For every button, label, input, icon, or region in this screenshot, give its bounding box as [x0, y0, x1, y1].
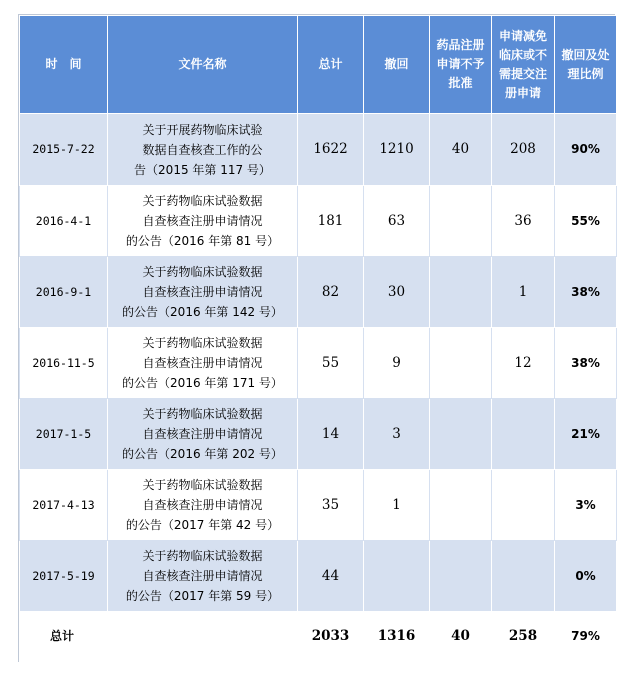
- withdrawn-cell: 3: [364, 399, 430, 470]
- withdrawn-cell: 30: [364, 257, 430, 328]
- exempt-cell: [492, 399, 555, 470]
- header-rejected: 药品注册申请不予批准: [430, 16, 492, 114]
- rejected-cell: [430, 470, 492, 541]
- withdrawn-cell: 1210: [364, 114, 430, 186]
- file-name-cell: 关于药物临床试验数据 自查核查注册申请情况 的公告（2016 年第 171 号）: [108, 328, 298, 399]
- date-cell: 2017-1-5: [20, 399, 108, 470]
- total-cell: 55: [298, 328, 364, 399]
- rejected-cell: 40: [430, 114, 492, 186]
- summary-ratio: 79%: [555, 612, 617, 662]
- withdrawn-cell: 63: [364, 186, 430, 257]
- table-row: [20, 541, 617, 612]
- exempt-cell: [492, 541, 555, 612]
- summary-rejected: 40: [430, 612, 492, 662]
- data-table-container: [18, 14, 615, 662]
- exempt-cell: 1: [492, 257, 555, 328]
- date-cell: 2016-11-5: [20, 328, 108, 399]
- total-cell: 44: [298, 541, 364, 612]
- header-ratio: 撤回及处理比例: [555, 16, 617, 114]
- summary-row: [20, 612, 617, 662]
- date-cell: 2017-5-19: [20, 541, 108, 612]
- file-name-cell: 关于药物临床试验数据 自查核查注册申请情况 的公告（2017 年第 59 号）: [108, 541, 298, 612]
- header-exempt: 申请减免临床或不需提交注册申请: [492, 16, 555, 114]
- summary-label: 总计: [20, 612, 108, 662]
- rejected-cell: [430, 328, 492, 399]
- table-row: [20, 470, 617, 541]
- file-name-cell: 关于药物临床试验数据 自查核查注册申请情况 的公告（2016 年第 202 号）: [108, 399, 298, 470]
- summary-exempt: 258: [492, 612, 555, 662]
- header-total: 总计: [298, 16, 364, 114]
- total-cell: 35: [298, 470, 364, 541]
- file-name-cell: 关于药物临床试验数据 自查核查注册申请情况 的公告（2017 年第 42 号）: [108, 470, 298, 541]
- exempt-cell: 208: [492, 114, 555, 186]
- table-row: [20, 186, 617, 257]
- table-body: [20, 114, 617, 662]
- ratio-cell: 90%: [555, 114, 617, 186]
- total-cell: 181: [298, 186, 364, 257]
- withdrawn-cell: [364, 541, 430, 612]
- date-cell: 2016-9-1: [20, 257, 108, 328]
- date-cell: 2015-7-22: [20, 114, 108, 186]
- total-cell: 1622: [298, 114, 364, 186]
- ratio-cell: 21%: [555, 399, 617, 470]
- summary-file-name-cell: [108, 612, 298, 662]
- header-time: 时 间: [20, 16, 108, 114]
- withdrawal-statistics-table: [19, 15, 617, 662]
- ratio-cell: 38%: [555, 328, 617, 399]
- table-row: [20, 114, 617, 186]
- file-name-cell: 关于药物临床试验数据 自查核查注册申请情况 的公告（2016 年第 142 号）: [108, 257, 298, 328]
- ratio-cell: 38%: [555, 257, 617, 328]
- table-row: [20, 328, 617, 399]
- table-row: [20, 257, 617, 328]
- file-name-cell: 关于开展药物临床试验 数据自查核查工作的公 告（2015 年第 117 号）: [108, 114, 298, 186]
- date-cell: 2017-4-13: [20, 470, 108, 541]
- file-name-cell: 关于药物临床试验数据 自查核查注册申请情况 的公告（2016 年第 81 号）: [108, 186, 298, 257]
- total-cell: 14: [298, 399, 364, 470]
- exempt-cell: 12: [492, 328, 555, 399]
- rejected-cell: [430, 257, 492, 328]
- summary-total: 2033: [298, 612, 364, 662]
- withdrawn-cell: 1: [364, 470, 430, 541]
- header-file-name: 文件名称: [108, 16, 298, 114]
- ratio-cell: 0%: [555, 541, 617, 612]
- table-row: [20, 399, 617, 470]
- summary-withdrawn: 1316: [364, 612, 430, 662]
- rejected-cell: [430, 541, 492, 612]
- ratio-cell: 55%: [555, 186, 617, 257]
- exempt-cell: [492, 470, 555, 541]
- rejected-cell: [430, 186, 492, 257]
- rejected-cell: [430, 399, 492, 470]
- exempt-cell: 36: [492, 186, 555, 257]
- withdrawn-cell: 9: [364, 328, 430, 399]
- total-cell: 82: [298, 257, 364, 328]
- ratio-cell: 3%: [555, 470, 617, 541]
- date-cell: 2016-4-1: [20, 186, 108, 257]
- header-row: [20, 16, 617, 114]
- header-withdrawn: 撤回: [364, 16, 430, 114]
